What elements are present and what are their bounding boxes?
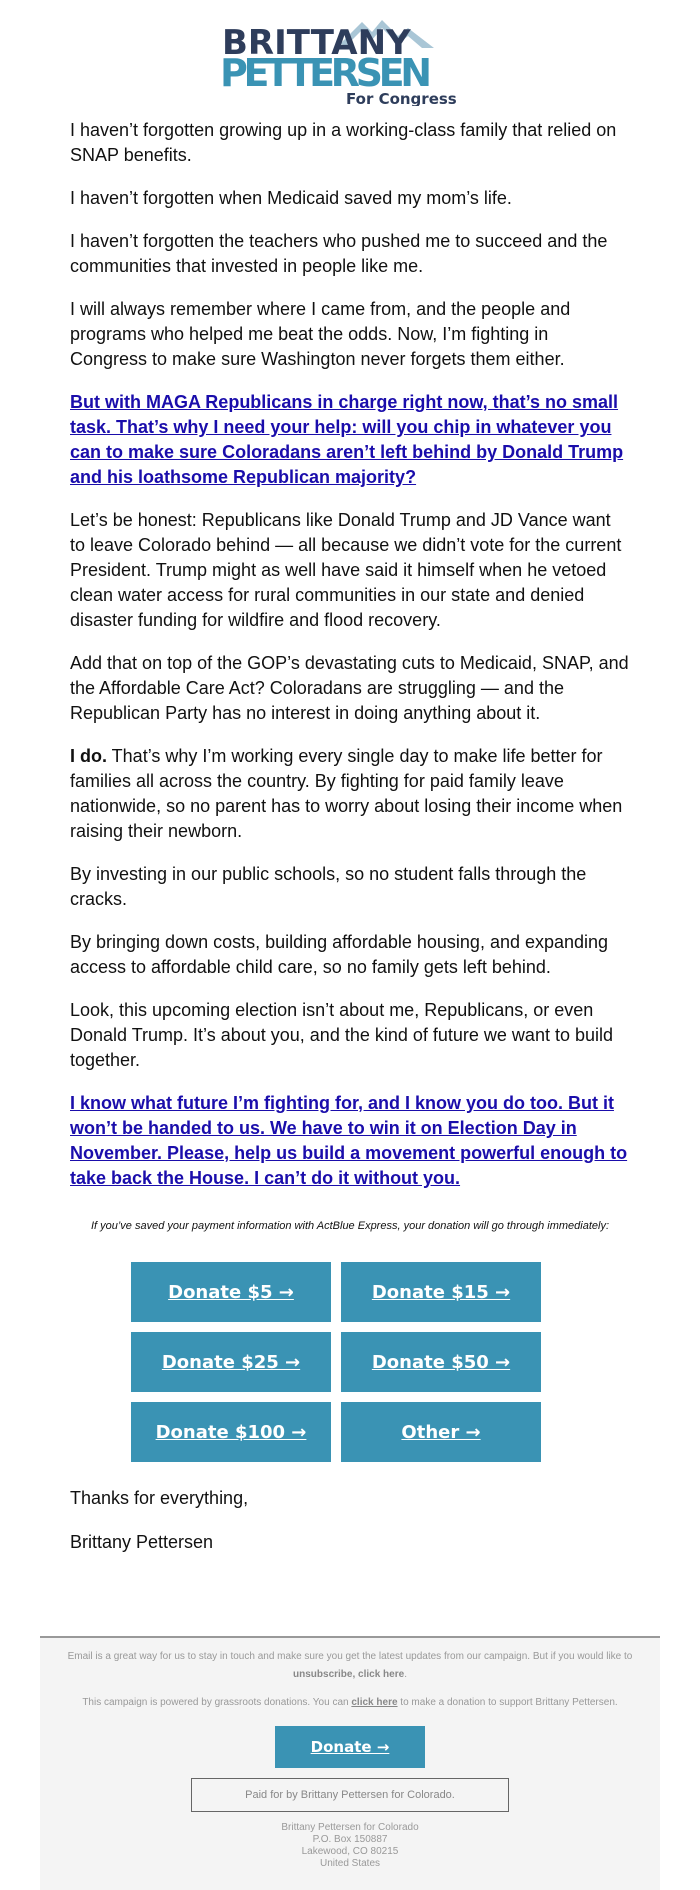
address-line: P.O. Box 150887 bbox=[312, 1834, 388, 1845]
paragraph-snap: I haven’t forgotten growing up in a working-class family that relied on SNAP benefits. bbox=[70, 120, 617, 165]
footer-powered-1: This campaign is powered by grassroots donations. You can bbox=[82, 1697, 352, 1708]
paragraph-teachers: I haven’t forgotten the teachers who pushed me to succeed and the communities that invested in people like me. bbox=[70, 231, 608, 276]
address-line: Lakewood, CO 80215 bbox=[301, 1846, 399, 1857]
logo-line2: PETTERSEN bbox=[222, 51, 432, 95]
paragraph-honest: Let’s be honest: Republicans like Donald Trump and JD Vance want to leave Colorado behind — all because we didn’t vote for the current President. Trump might as well have said it himself when he vetoed clean water access for rural communities in our state and denied disaster funding for wildfire and flood recovery. bbox=[70, 510, 622, 630]
footer-donate-button[interactable]: Donate → bbox=[275, 1726, 425, 1768]
unsubscribe-link[interactable]: unsubscribe, click here bbox=[293, 1669, 405, 1680]
address-line: Brittany Pettersen for Colorado bbox=[281, 1822, 419, 1833]
email-body bbox=[70, 118, 630, 1209]
mountain-logo-icon bbox=[222, 14, 478, 106]
donate-5-button[interactable]: Donate $5 → bbox=[131, 1262, 331, 1322]
footer-address bbox=[50, 1822, 650, 1870]
donate-other-button[interactable]: Other → bbox=[341, 1402, 541, 1462]
footer-powered-text bbox=[50, 1694, 650, 1712]
donate-link-1[interactable]: But with MAGA Republicans in charge right now, that’s no small task. That’s why I need your help: will you chip in whatever you can to make sure Coloradans aren’t left behind by Donald Trump and his loathsome Republican majority? bbox=[70, 392, 624, 487]
donate-25-button[interactable]: Donate $25 → bbox=[131, 1332, 331, 1392]
paragraph-election: Look, this upcoming election isn’t about me, Republicans, or even Donald Trump. It’s about you, and the kind of future we want to build together. bbox=[70, 1000, 613, 1070]
footer-email-text bbox=[50, 1648, 650, 1684]
paragraph-medicaid: I haven’t forgotten when Medicaid saved my mom’s life. bbox=[70, 188, 512, 208]
address-line: United States bbox=[319, 1858, 381, 1869]
paid-for-box: Paid for by Brittany Pettersen for Colorado. bbox=[191, 1778, 509, 1812]
donate-50-button[interactable]: Donate $50 → bbox=[341, 1332, 541, 1392]
footer bbox=[40, 1636, 660, 1890]
closing-thanks: Thanks for everything, bbox=[70, 1488, 249, 1508]
closing-signature: Brittany Pettersen bbox=[70, 1532, 214, 1552]
footer-powered-2: to make a donation to support Brittany Pettersen. bbox=[397, 1697, 618, 1708]
i-do-rest: That’s why I’m working every single day to make life better for families all across the country. By fighting for paid family leave nationwide, so no parent has to worry about losing their income when raising their newborn. bbox=[70, 746, 623, 841]
campaign-logo bbox=[222, 14, 478, 106]
paragraph-remember: I will always remember where I came from, and the people and programs who helped me beat the odds. Now, I’m fighting in Congress to make sure Washington never forgets them either. bbox=[70, 299, 571, 369]
footer-click-here-link[interactable]: click here bbox=[351, 1697, 398, 1708]
donate-15-button[interactable]: Donate $15 → bbox=[341, 1262, 541, 1322]
donate-link-2[interactable]: I know what future I’m fighting for, and I know you do too. But it won’t be handed to us. We have to win it on Election Day in November. Please, help us build a movement powerful enough to take back the House. I can’t do it without you. bbox=[70, 1093, 628, 1188]
paragraph-gop-cuts: Add that on top of the GOP’s devastating cuts to Medicaid, SNAP, and the Affordable Care Act? Coloradans are struggling — and the Republican Party has no interest in doing anything about it. bbox=[70, 653, 629, 723]
i-do-bold: I do. bbox=[70, 746, 107, 766]
paragraph-i-do bbox=[70, 744, 630, 844]
footer-email-text-2: . bbox=[404, 1669, 407, 1680]
paragraph-schools: By investing in our public schools, so no student falls through the cracks. bbox=[70, 864, 587, 909]
donate-100-button[interactable]: Donate $100 → bbox=[131, 1402, 331, 1462]
logo-line3: For Congress bbox=[346, 90, 457, 106]
actblue-express-note: If you’ve saved your payment information with ActBlue Express, your donation will go through immediately: bbox=[90, 1220, 610, 1232]
footer-email-text-1: Email is a great way for us to stay in touch and make sure you get the latest updates from our campaign. But if you would like to bbox=[67, 1651, 633, 1662]
paragraph-costs: By bringing down costs, building affordable housing, and expanding access to affordable child care, so no family gets left behind. bbox=[70, 932, 609, 977]
logo-line1: BRITTANY bbox=[222, 23, 411, 63]
